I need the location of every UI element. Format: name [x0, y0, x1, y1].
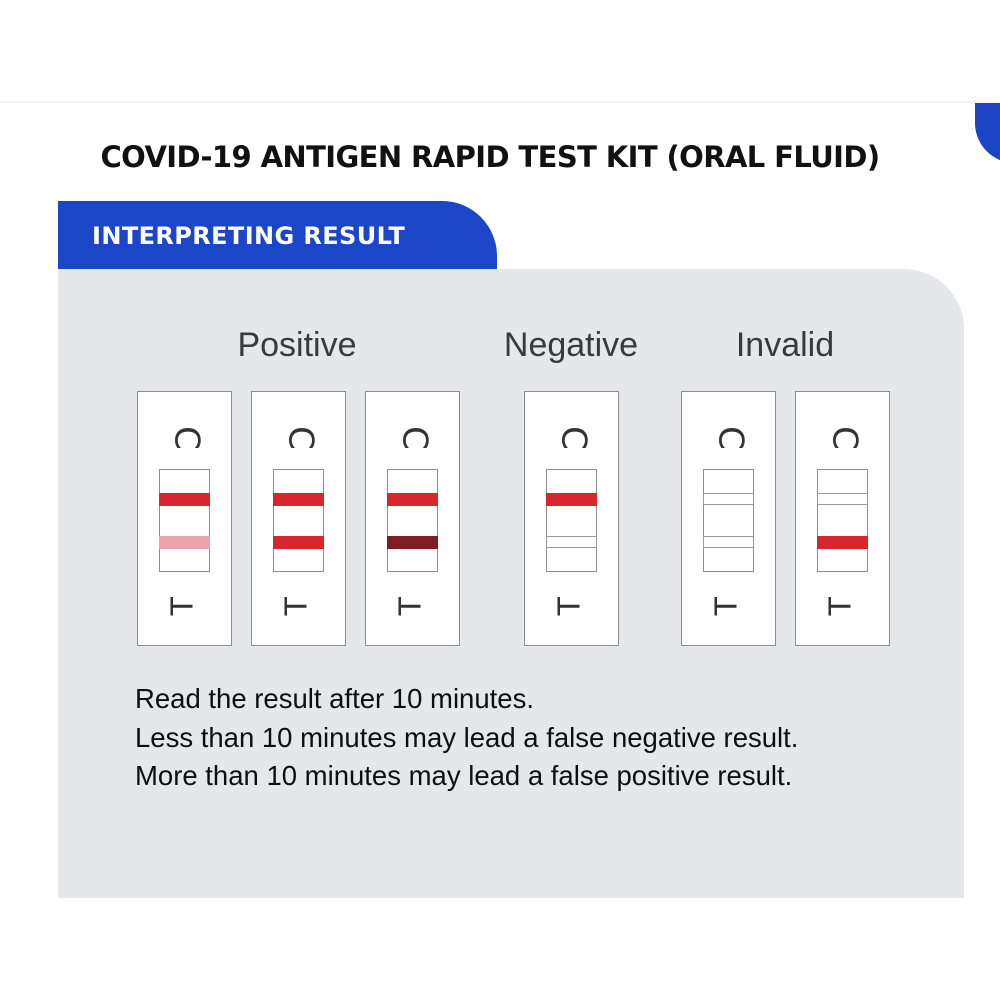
page-title: COVID-19 ANTIGEN RAPID TEST KIT (ORAL FLUID)	[100, 140, 880, 174]
result-window	[817, 469, 868, 572]
control-line-absent	[817, 493, 868, 505]
result-window	[703, 469, 754, 572]
group-label-negative: Negative	[503, 326, 639, 364]
instructions	[135, 680, 798, 796]
control-mark-label: C	[553, 426, 594, 450]
group-label-positive: Positive	[237, 326, 357, 364]
control-line	[273, 493, 324, 506]
control-line	[159, 493, 210, 506]
result-window	[387, 469, 438, 572]
result-window	[546, 469, 597, 572]
test-line	[387, 536, 438, 549]
result-window	[159, 469, 210, 572]
test-line	[273, 536, 324, 549]
instruction-line: Less than 10 minutes may lead a false negative result.	[135, 721, 799, 753]
group-label-invalid: Invalid	[735, 326, 835, 364]
control-mark-label: C	[394, 426, 435, 450]
test-mark-label: T	[165, 597, 201, 616]
control-mark-label: C	[710, 426, 751, 450]
test-line-absent	[546, 536, 597, 548]
test-cassette-negative	[524, 391, 619, 646]
test-line	[817, 536, 868, 549]
control-mark-label: C	[280, 426, 321, 450]
instruction-line: More than 10 minutes may lead a false positive result.	[135, 760, 793, 791]
test-mark-label: T	[823, 597, 859, 616]
test-mark-label: T	[709, 597, 745, 616]
result-window	[273, 469, 324, 572]
test-cassette-invalid	[681, 391, 776, 646]
test-cassette-positive	[251, 391, 346, 646]
test-mark-label: T	[552, 597, 588, 616]
test-line-absent	[703, 536, 754, 548]
control-line-absent	[703, 493, 754, 505]
test-cassette-positive	[137, 391, 232, 646]
control-line	[387, 493, 438, 506]
instruction-line: Read the result after 10 minutes.	[135, 683, 534, 714]
section-tab-label: INTERPRETING RESULT	[92, 222, 406, 250]
test-cassette-invalid	[795, 391, 890, 646]
control-line	[546, 493, 597, 506]
test-mark-label: T	[393, 597, 429, 616]
top-divider	[0, 101, 1000, 103]
test-line	[159, 536, 210, 549]
control-mark-label: C	[824, 426, 865, 450]
test-mark-label: T	[279, 597, 315, 616]
control-mark-label: C	[166, 426, 207, 450]
test-cassette-positive	[365, 391, 460, 646]
